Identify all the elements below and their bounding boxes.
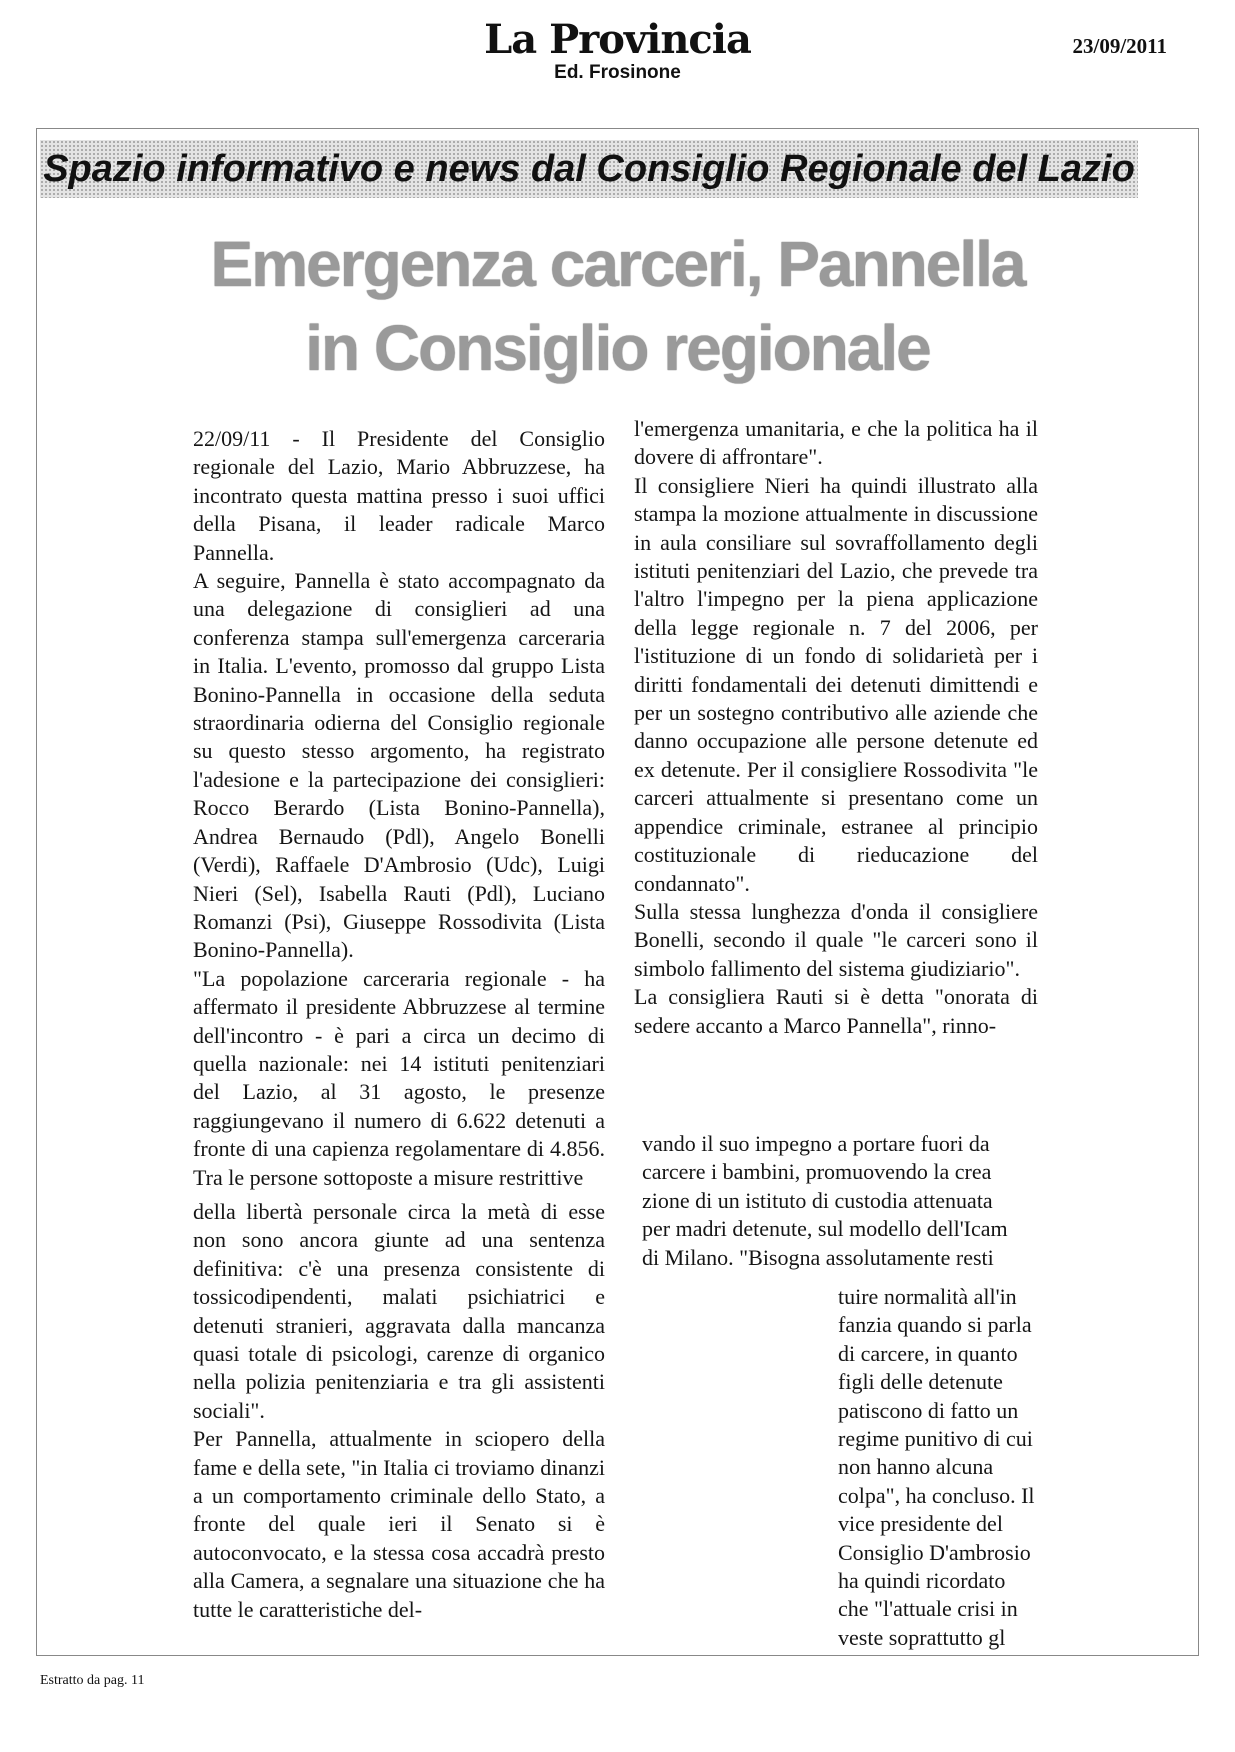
masthead	[0, 18, 1235, 84]
section-banner-text: Spazio informativo e news dal Consiglio Regionale del Lazio	[43, 147, 1135, 190]
paragraph: La consigliera Rauti si è detta "onorata di sedere accanto a Marco Pannella", rinno-	[634, 984, 1038, 1038]
paragraph: Per Pannella, attualmente in sciopero della fame e della sete, "in Italia ci troviamo dinanzi a un comportamento criminale dello Stato, a fronte del quale ieri il Senato si è autoconvocato, e la stessa cosa accadrà presto alla Camera, a segnalare una situazione che ha tutte le caratteristiche del-	[193, 1426, 605, 1622]
text-line: fanzia quando si parla	[838, 1312, 1032, 1338]
text-line: non hanno alcuna	[838, 1454, 994, 1480]
newspaper-name: La Provincia	[484, 16, 751, 63]
headline-line-2: in Consiglio regionale	[305, 312, 930, 384]
paragraph: A seguire, Pannella è stato accompagnato da una delegazione di consiglieri ad una conferenza stampa sull'emergenza carceraria in Italia. L'evento, promosso dal gruppo Lista Bonino-Pannella in occasione della seduta straordinaria odierna del Consiglio regionale su questo stesso argomento, ha registrato l'adesione e la partecipazione dei consiglieri: Rocco Berardo (Lista Bonino-Pannella), Andrea Bernaudo (Pdl), Angelo Bonelli (Verdi), Raffaele D'Ambrosio (Udc), Luigi Nieri (Sel), Isabella Rauti (Pdl), Luciano Romanzi (Psi), Giuseppe Rossodivita (Lista Bonino-Pannella).	[193, 568, 605, 963]
article-column-left-top	[193, 425, 605, 1192]
page-extract-note: Estratto da pag. 11	[40, 1673, 145, 1688]
paragraph: Il consigliere Nieri ha quindi illustrato alla stampa la mozione attualmente in discussione in aula consiliare sul sovraffollamento degli istituti penitenziari del Lazio, che prevede tra l'altro l'impegno per la piena applicazione della legge regionale n. 7 del 2006, per l'istituzione di un fondo di solidarietà per i diritti fondamentali dei detenuti dimittendi e per un sostegno contributivo alle aziende che danno occupazione alle persone detenute ed ex detenute. Per il consigliere Rossodivita "le carceri attualmente si presentano come un appendice criminale, estranee al principio costituzionale di rieducazione del condannato".	[634, 472, 1038, 896]
text-line: vando il suo impegno a portare fuori da	[642, 1131, 990, 1156]
text-line: ha quindi ricordato	[838, 1568, 1006, 1594]
edition-label: Ed. Frosinone	[554, 62, 681, 83]
text-line: regime punitivo di cui	[838, 1426, 1033, 1452]
text-line: per madri detenute, sul modello dell'Icam	[642, 1216, 1008, 1242]
paragraph: Sulla stessa lunghezza d'onda il consigliere Bonelli, secondo il quale "le carceri sono il simbolo fallimento del sistema giudiziario".	[634, 898, 1038, 981]
text-line: colpa", ha concluso. Il	[838, 1482, 1035, 1508]
section-banner	[40, 140, 1138, 198]
text-line: vice presidente del	[838, 1511, 1003, 1537]
text-line: di carcere, in quanto	[838, 1340, 1018, 1366]
text-line: che "l'attuale crisi in	[838, 1596, 1018, 1622]
text-line: Consiglio D'ambrosio	[838, 1539, 1031, 1565]
article-column-right-bottom	[838, 1283, 1038, 1652]
headline	[40, 222, 1195, 390]
text-line: tuire normalità all'in	[838, 1284, 1017, 1309]
text-line: di Milano. "Bisogna assolutamente resti	[642, 1244, 994, 1270]
publication-date: 23/09/2011	[1072, 34, 1167, 58]
paragraph: l'emergenza umanitaria, e che la politica ha il dovere di affrontare".	[634, 416, 1038, 470]
article-column-left-bottom	[193, 1198, 605, 1624]
paragraph: 22/09/11 - Il Presidente del Consiglio regionale del Lazio, Mario Abbruzzese, ha incontrato questa mattina presso i suoi uffici della Pisana, il leader radicale Marco Pannella.	[193, 426, 605, 565]
article-column-right-middle	[642, 1130, 1038, 1272]
text-line: figli delle detenute	[838, 1369, 1003, 1395]
text-line: veste soprattutto gl	[838, 1624, 1006, 1650]
text-line: carcere i bambini, promuovendo la crea	[642, 1159, 992, 1185]
text-line: patiscono di fatto un	[838, 1397, 1019, 1423]
paragraph: della libertà personale circa la metà di esse non sono ancora giunte ad una sentenza definitiva: c'è una presenza consistente di tossicodipendenti, malati psichiatrici e detenuti stranieri, aggravata dalla mancanza quasi totale di psicologi, carenze di organico nella polizia penitenziaria e tra gli assistenti sociali".	[193, 1199, 605, 1423]
paragraph: "La popolazione carceraria regionale - ha affermato il presidente Abbruzzese al termine dell'incontro - è pari a circa un decimo di quella nazionale: nei 14 istituti penitenziari del Lazio, al 31 agosto, le presenze raggiungevano il numero di 6.622 detenuti a fronte di una capienza regolamentare di 4.856. Tra le persone sottoposte a misure restrittive	[193, 965, 605, 1190]
text-line: zione di un istituto di custodia attenuata	[642, 1187, 993, 1213]
headline-line-1: Emergenza carceri, Pannella	[210, 228, 1025, 300]
article-column-right-top	[634, 415, 1038, 1040]
